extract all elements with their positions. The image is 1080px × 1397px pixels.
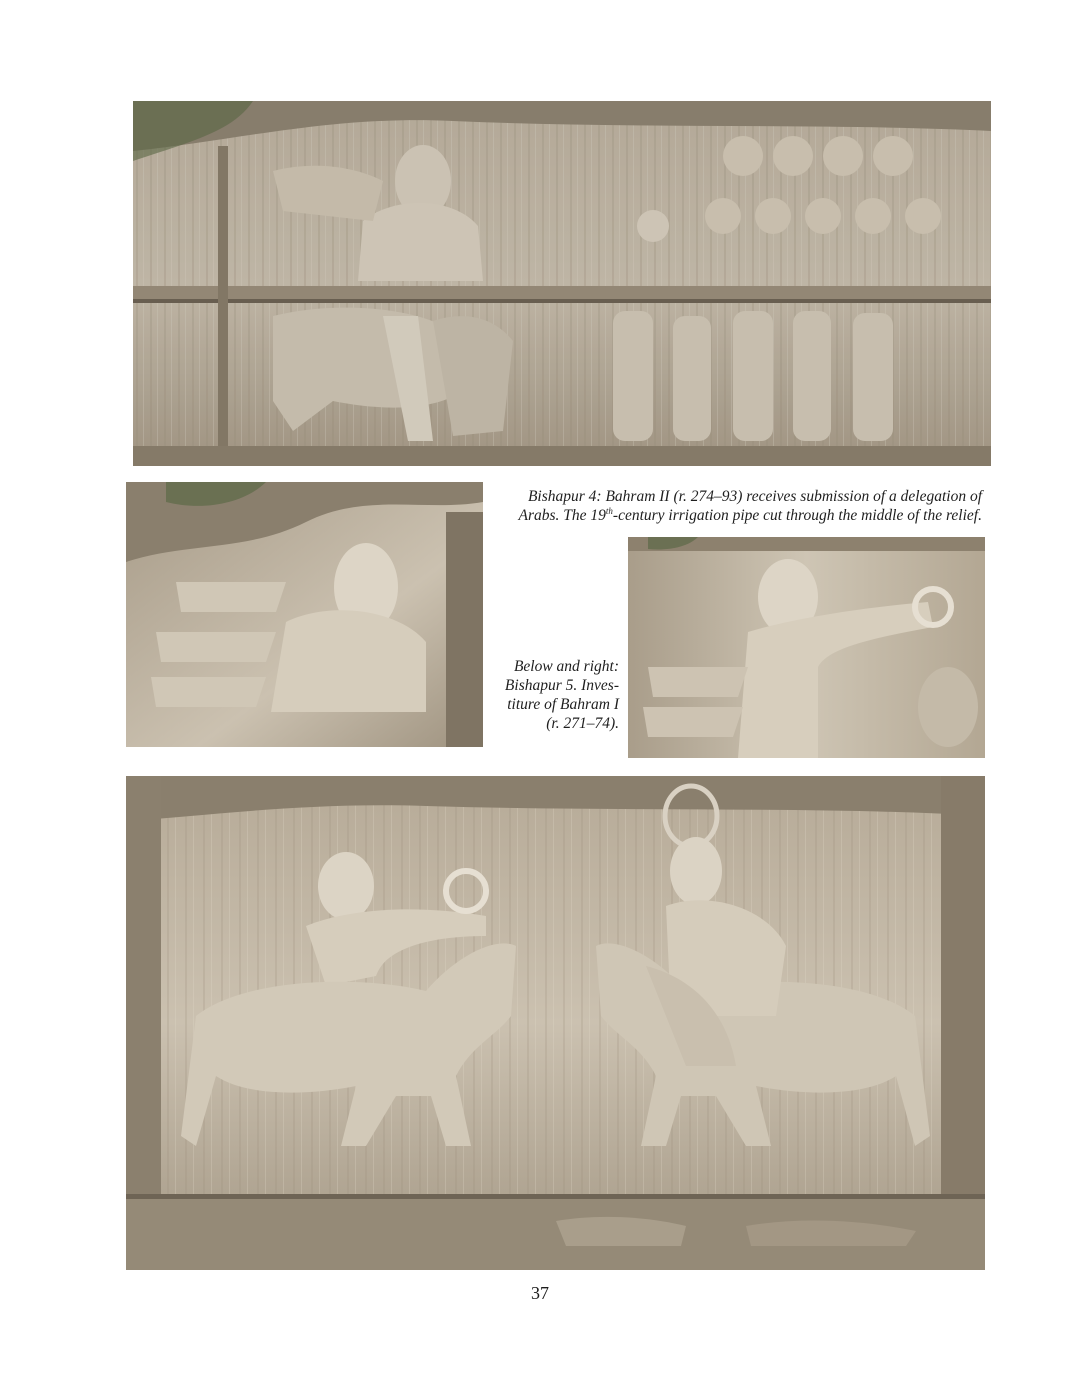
caption-ordinal-superscript: th	[605, 505, 613, 516]
relief-photo-bahram-detail-left	[126, 482, 483, 747]
caption-bishapur-4-line-2-start: Arabs. The 19	[518, 507, 606, 524]
relief-photo-investiture-detail-right	[628, 537, 985, 758]
caption-bishapur-5	[492, 657, 619, 733]
caption-bishapur-5-line-2: Bishapur 5. Inves-	[504, 677, 619, 694]
relief-image-bishapur-5	[126, 776, 985, 1270]
relief-image-investiture-detail-right	[628, 537, 985, 758]
caption-bishapur-5-line-1: Below and right:	[513, 658, 619, 675]
caption-bishapur-4-line-2	[492, 506, 982, 525]
caption-bishapur-4-line-2-end: -century irrigation pipe cut through the middle of the relief.	[612, 507, 982, 524]
caption-bishapur-4	[492, 487, 982, 525]
caption-bishapur-5-line-3: titure of Bahram I	[507, 696, 619, 713]
caption-bishapur-4-line-1: Bishapur 4: Bahram II (r. 274–93) receives submission of a delegation of	[527, 488, 982, 505]
relief-image-bahram-detail-left	[126, 482, 483, 747]
relief-photo-bishapur-4	[133, 101, 991, 466]
relief-photo-bishapur-5	[126, 776, 985, 1270]
relief-image-bishapur-4	[133, 101, 991, 466]
page-number: 37	[531, 1283, 549, 1303]
caption-bishapur-5-line-4: (r. 271–74).	[546, 715, 619, 732]
